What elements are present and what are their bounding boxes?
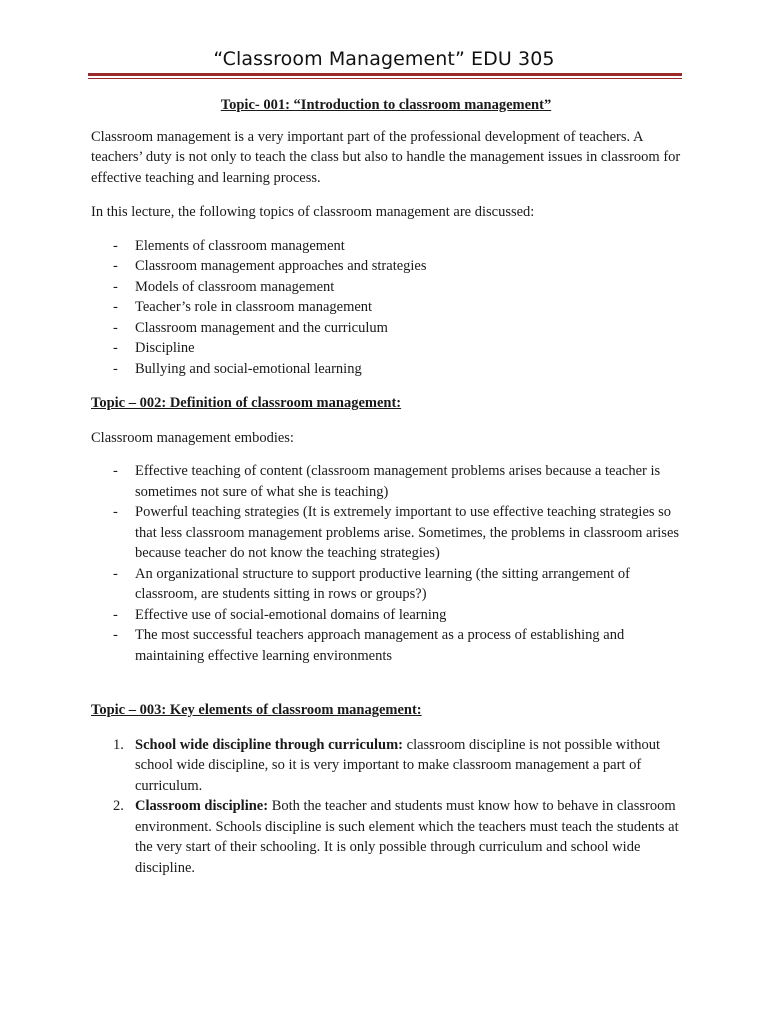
list-item [91, 297, 681, 318]
list-item [91, 338, 681, 359]
item-text: Both the teacher and students must know how to behave in classroom environment. Schools discipline is such element which the teachers must teach the students at the very start of their schooling. It is only possible through curriculum and school wide discipline. [135, 798, 679, 876]
list-item-text: An organizational structure to support productive learning (the sitting arrangement of classroom, are students sitting in rows or groups?) [135, 565, 631, 602]
topic-003-heading: Topic – 003: Key elements of classroom management: [91, 702, 422, 718]
dash-marker: - [113, 565, 118, 582]
dash-marker: - [113, 627, 118, 643]
dash-marker: - [113, 278, 118, 295]
dash-marker: - [113, 299, 118, 315]
dash-marker: - [113, 237, 118, 254]
list-item-text: Effective use of social-emotional domains of learning [135, 606, 447, 623]
item-term: Classroom discipline: [135, 798, 269, 814]
topic-002-list [91, 461, 681, 666]
topic-001-list [91, 236, 681, 380]
item-term: School wide discipline through curriculum: [135, 736, 404, 753]
topic-001-lecture-intro: In this lecture, the following topics of classroom management are discussed: [91, 204, 535, 220]
dash-marker: - [113, 258, 118, 274]
list-item [91, 564, 681, 605]
dash-marker: - [113, 606, 118, 623]
list-item-text: Effective teaching of content (classroom management problems arises because a teacher is sometimes not sure of what she is teaching) [135, 463, 661, 500]
topic-001-heading: Topic- 001: “Introduction to classroom management” [220, 97, 552, 113]
numbered-list-item [91, 796, 681, 878]
list-item-text: Teacher’s role in classroom management [135, 299, 373, 315]
dash-marker: - [113, 504, 118, 520]
list-item-text: Classroom management and the curriculum [135, 319, 388, 336]
document-header-title: “Classroom Management” EDU 305 [213, 48, 555, 70]
list-item-text: Bullying and social-emotional learning [135, 360, 362, 377]
list-item [91, 461, 681, 502]
document-body [91, 95, 681, 878]
list-item-text: Powerful teaching strategies (It is extremely important to use effective teaching strategies so that less classroom management problems arise. Sometimes, the problems in classroom arises because teacher do not know the teaching strategies) [135, 504, 680, 561]
list-item [91, 359, 681, 380]
header-rule-thin [88, 78, 682, 79]
list-item-text: Models of classroom management [135, 278, 335, 295]
dash-marker: - [113, 319, 118, 336]
list-item [91, 625, 681, 666]
item-number: 2. [113, 798, 124, 814]
list-item [91, 277, 681, 298]
item-text: classroom discipline is not possible without school wide discipline, so it is very important to make classroom management a part of curriculum. [135, 736, 660, 794]
dash-marker: - [113, 463, 118, 479]
item-number: 1. [113, 736, 124, 753]
topic-001-intro: Classroom management is a very important part of the professional development of teachers. A teachers’ duty is not only to teach the class but also to handle the management issues in classroom for effective teaching and learning process. [91, 128, 681, 186]
list-item-text: Classroom management approaches and strategies [135, 258, 427, 274]
list-item [91, 502, 681, 564]
list-item-text: The most successful teachers approach management as a process of establishing and maintaining effective learning environments [135, 627, 625, 664]
dash-marker: - [113, 360, 118, 377]
list-item-text: Discipline [135, 340, 195, 356]
numbered-list-item [91, 735, 681, 797]
topic-002-heading: Topic – 002: Definition of classroom management: [91, 395, 402, 411]
list-item [91, 605, 681, 626]
topic-002-intro: Classroom management embodies: [91, 429, 294, 446]
list-item [91, 256, 681, 277]
list-item [91, 318, 681, 339]
header-rule-thick [88, 73, 682, 76]
dash-marker: - [113, 340, 118, 356]
topic-003-list [91, 735, 681, 879]
list-item-text: Elements of classroom management [135, 237, 345, 254]
list-item [91, 236, 681, 257]
